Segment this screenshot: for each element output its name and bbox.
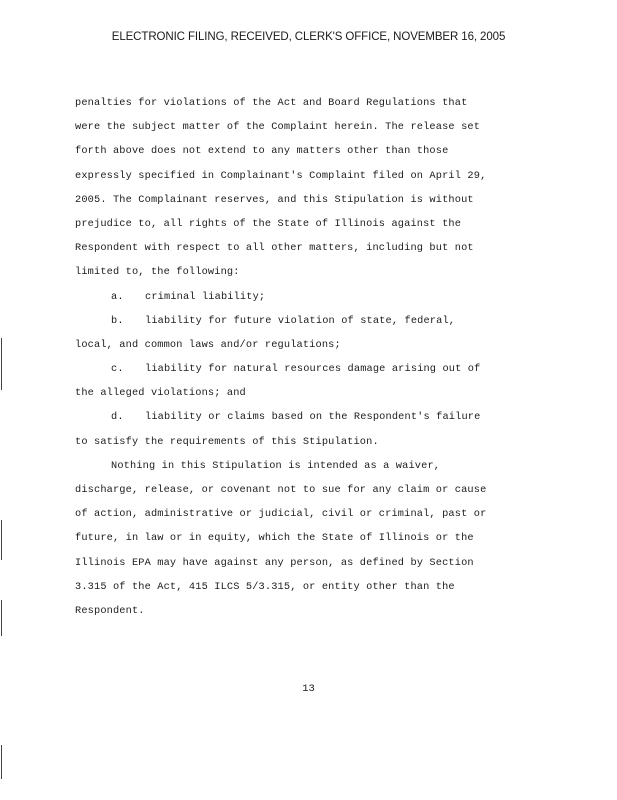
body-line: Illinois EPA may have against any person, as defined by Section bbox=[75, 556, 474, 569]
body-line: discharge, release, or covenant not to sue for any claim or cause bbox=[75, 484, 487, 496]
body-line: 2005. The Complainant reserves, and this Stipulation is without bbox=[75, 193, 474, 206]
body-line: limited to, the following: bbox=[75, 266, 240, 279]
list-item-label: d. bbox=[111, 411, 124, 424]
body-text bbox=[75, 91, 545, 623]
body-line: Respondent. bbox=[75, 604, 145, 617]
list-item bbox=[75, 309, 545, 333]
body-line: penalties for violations of the Act and Board Regulations that bbox=[75, 97, 468, 109]
list-item-text: criminal liability; bbox=[145, 290, 266, 303]
list-item-label: b. bbox=[111, 314, 124, 327]
list-item bbox=[75, 285, 545, 309]
list-item bbox=[75, 405, 545, 429]
body-line: Respondent with respect to all other matters, including but not bbox=[75, 242, 474, 255]
scan-edge-mark bbox=[1, 338, 2, 390]
body-line: were the subject matter of the Complaint herein. The release set bbox=[75, 121, 481, 134]
page-number: 13 bbox=[302, 683, 315, 695]
scan-edge-mark bbox=[1, 600, 2, 636]
list-item-continuation: local, and common laws and/or regulations; bbox=[75, 338, 341, 351]
list-item-label: c. bbox=[111, 363, 124, 376]
body-line: 3.315 of the Act, 415 ILCS 5/3.315, or entity other than the bbox=[75, 580, 455, 593]
body-line: expressly specified in Complainant's Complaint filed on April 29, bbox=[75, 169, 487, 182]
list-item bbox=[75, 357, 545, 381]
body-line: of action, administrative or judicial, civil or criminal, past or bbox=[75, 508, 487, 521]
list-item-continuation: the alleged violations; and bbox=[75, 387, 246, 400]
body-line: future, in law or in equity, which the State of Illinois or the bbox=[75, 532, 474, 545]
scan-edge-mark bbox=[1, 520, 2, 560]
list-item-continuation: to satisfy the requirements of this Stipulation. bbox=[75, 435, 379, 448]
filing-header: ELECTRONIC FILING, RECEIVED, CLERK'S OFFICE, NOVEMBER 16, 2005 bbox=[111, 31, 506, 43]
list-item-text: liability or claims based on the Respondent's failure bbox=[145, 411, 481, 424]
list-item-text: liability for natural resources damage arising out of bbox=[145, 363, 481, 376]
list-item-text: liability for future violation of state, federal, bbox=[145, 314, 456, 327]
body-line: prejudice to, all rights of the State of Illinois against the bbox=[75, 217, 462, 230]
list-item-label: a. bbox=[111, 290, 124, 303]
body-line: Nothing in this Stipulation is intended as a waiver, bbox=[111, 459, 441, 472]
body-line: forth above does not extend to any matters other than those bbox=[75, 145, 449, 158]
scan-edge-mark bbox=[1, 745, 2, 779]
